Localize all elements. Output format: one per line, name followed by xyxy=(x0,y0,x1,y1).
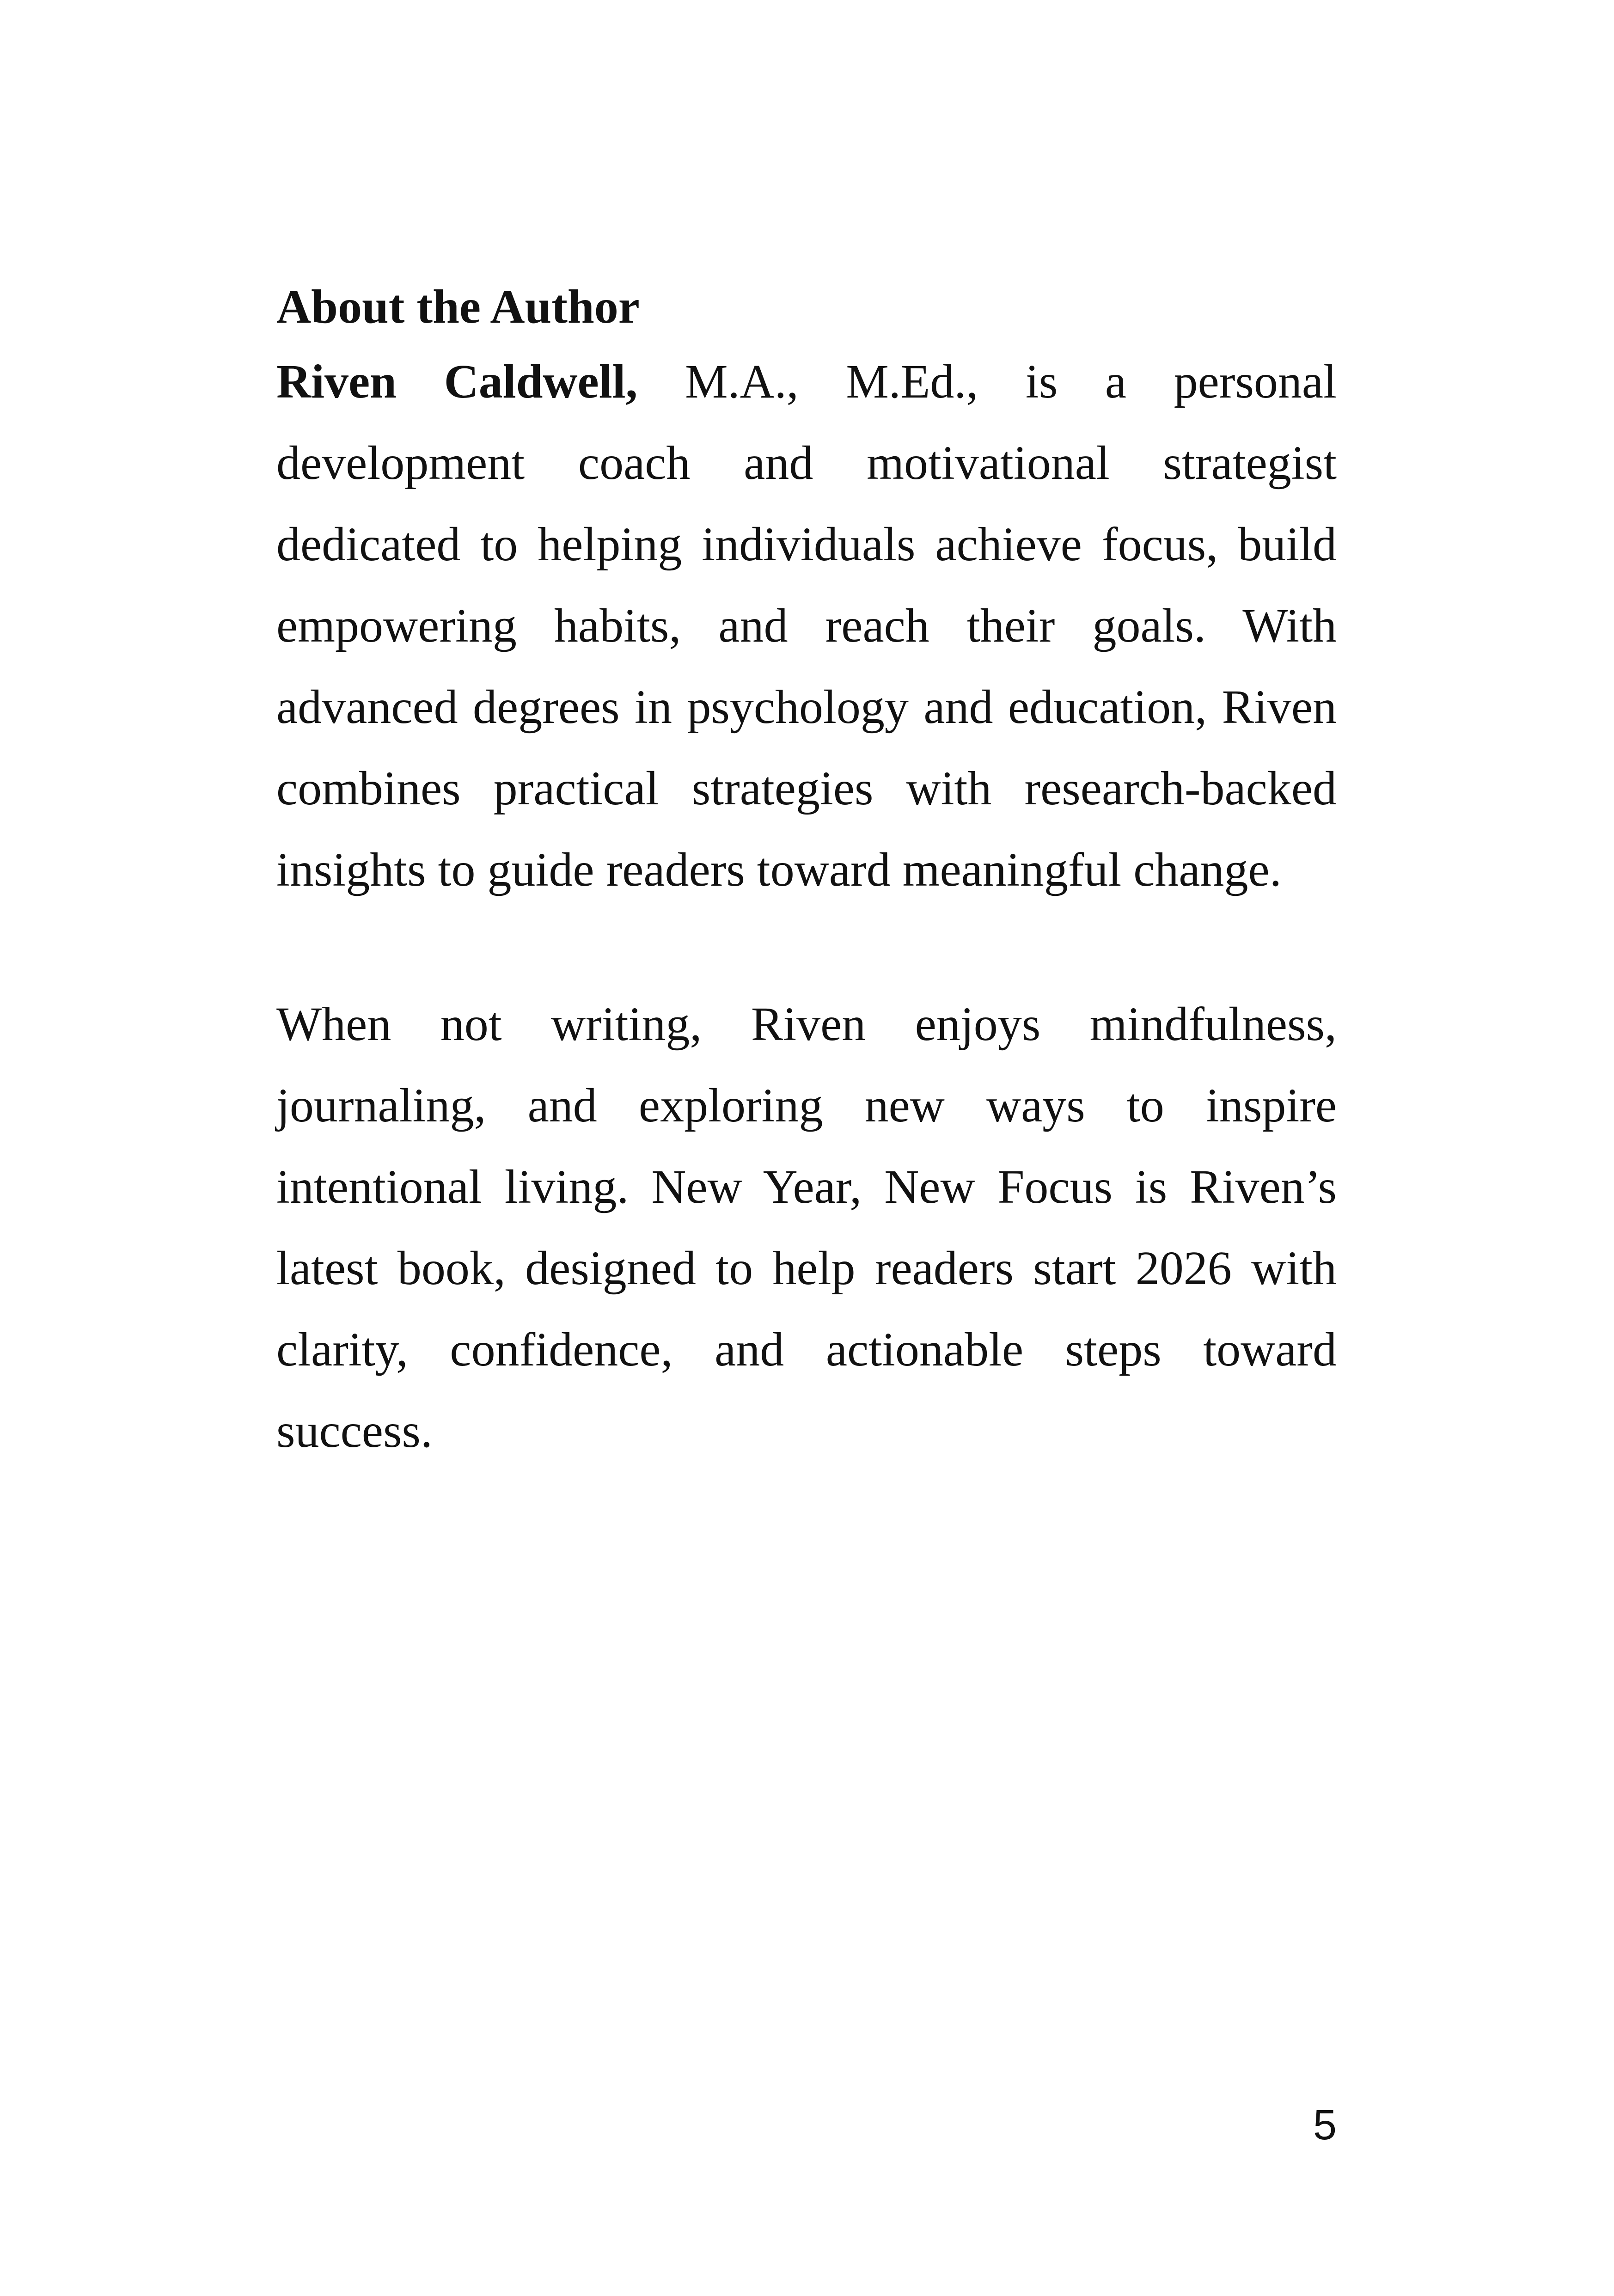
author-name: Riven Caldwell, xyxy=(276,355,638,408)
bio-paragraph-2: When not writing, Riven enjoys mindfulness, journaling, and exploring new ways to inspire intentional living. New Year, New Focus is Riven’s latest book, designed to help readers start 2026 with clarity, confidence, and actionable steps toward success. xyxy=(276,998,1337,1457)
page-content xyxy=(276,273,1337,1472)
section-heading: About the Author xyxy=(276,280,640,333)
bio-intro-text: M.A., M.Ed., is a personal development coach and motivational strategist dedicated to helping individuals achieve focus, build empowering habits, and reach their goals. With advanced degrees in psychology and education, Riven combines practical strategies with research-backed insights to guide readers toward meaningful change. xyxy=(276,355,1337,896)
page-number: 5 xyxy=(1313,2101,1337,2149)
bio-paragraph-1 xyxy=(276,341,1337,911)
